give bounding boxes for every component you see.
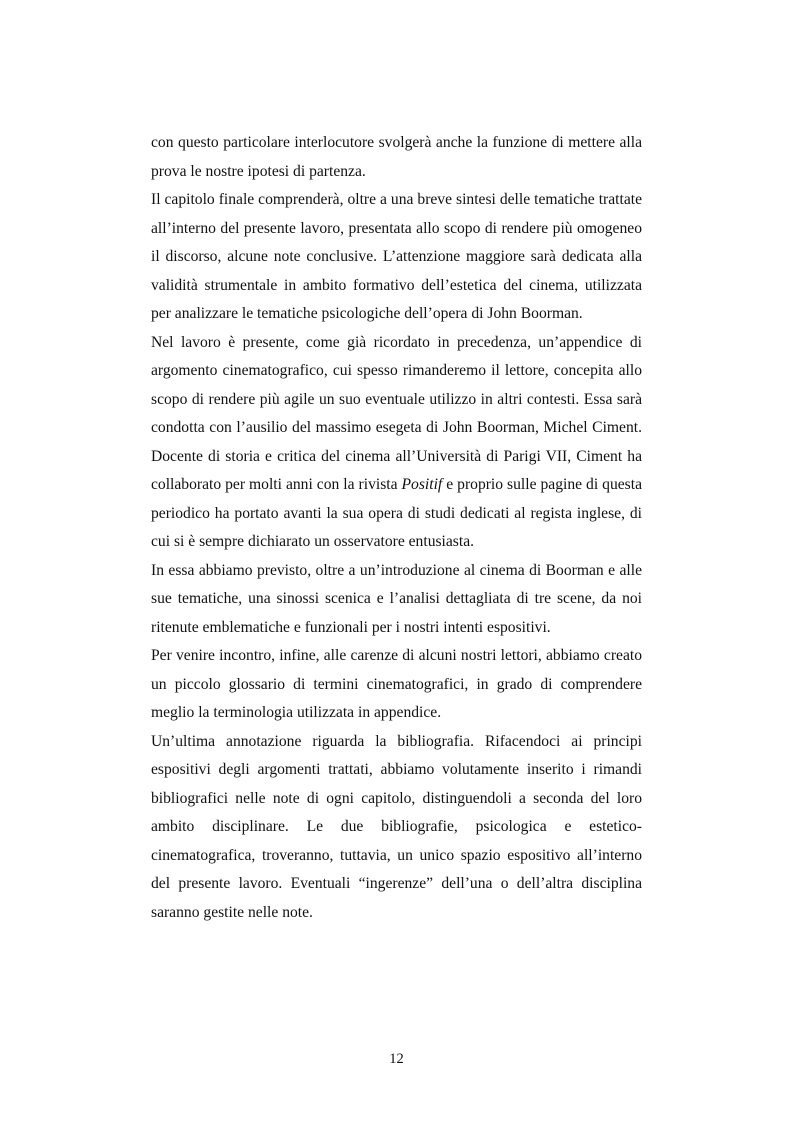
page-number: 12 xyxy=(389,1051,404,1067)
journal-title-positif: Positif xyxy=(401,476,443,493)
paragraph-4 xyxy=(151,557,642,643)
paragraph-1 xyxy=(151,129,642,186)
paragraph-6 xyxy=(151,728,642,928)
paragraph-5-text: Per venire incontro, infine, alle carenze di alcuni nostri lettori, abbiamo creato un piccolo glossario di termini cinematografici, in grado di comprendere meglio la terminologia utilizzata in appendice. xyxy=(151,647,642,721)
paragraph-3-text-end: e proprio sulle pagine di questa periodico ha portato avanti la sua opera di studi dedicati al regista inglese, di cui si è sempre dichiarato un osservatore entusiasta. xyxy=(151,476,643,550)
paragraph-6-text: Un’ultima annotazione riguarda la bibliografia. Rifacendoci ai principi espositivi degli argomenti trattati, abbiamo volutamente inserito i rimandi bibliografici nelle note di ogni capitolo, distinguendoli a seconda del loro ambito disciplinare. Le due bibliografie, psicologica e estetico-cinematografica, troveranno, tuttavia, un unico spazio espositivo all’interno del presente lavoro. Eventuali “ingerenze” dell’una o dell’altra disciplina saranno gestite nelle note. xyxy=(151,732,642,921)
paragraph-4-text: In essa abbiamo previsto, oltre a un’introduzione al cinema di Boorman e alle sue tematiche, una sinossi scenica e l’analisi dettagliata di tre scene, da noi ritenute emblematiche e funzionali per i nostri intenti espositivi. xyxy=(151,561,642,636)
body-text xyxy=(151,129,642,927)
paragraph-2-text: Il capitolo finale comprenderà, oltre a una breve sintesi delle tematiche trattate all’interno del presente lavoro, presentata allo scopo di rendere più omogeneo il discorso, alcune note conclusive. L’attenzione maggiore sarà dedicata alla validità strumentale in ambito formativo dell’estetica del cinema, utilizzata per analizzare le tematiche psicologiche dell’opera di John Boorman. xyxy=(151,191,642,322)
paragraph-2 xyxy=(151,186,642,329)
paragraph-5 xyxy=(151,642,642,728)
paragraph-3-text-start: Nel lavoro è presente, come già ricordato in precedenza, un’appendice di argomento cinematografico, cui spesso rimanderemo il lettore, concepita allo scopo di rendere più agile un suo eventuale utilizzo in altri contesti. Essa sarà condotta con l’ausilio del massimo esegeta di John Boorman, Michel Ciment. Docente di storia e critica del cinema all’Università di Parigi VII, Ciment ha collaborato per molti anni con la rivista xyxy=(151,333,642,493)
paragraph-1-text: con questo particolare interlocutore svolgerà anche la funzione di mettere alla prova le nostre ipotesi di partenza. xyxy=(151,134,642,180)
paragraph-3 xyxy=(151,329,642,557)
